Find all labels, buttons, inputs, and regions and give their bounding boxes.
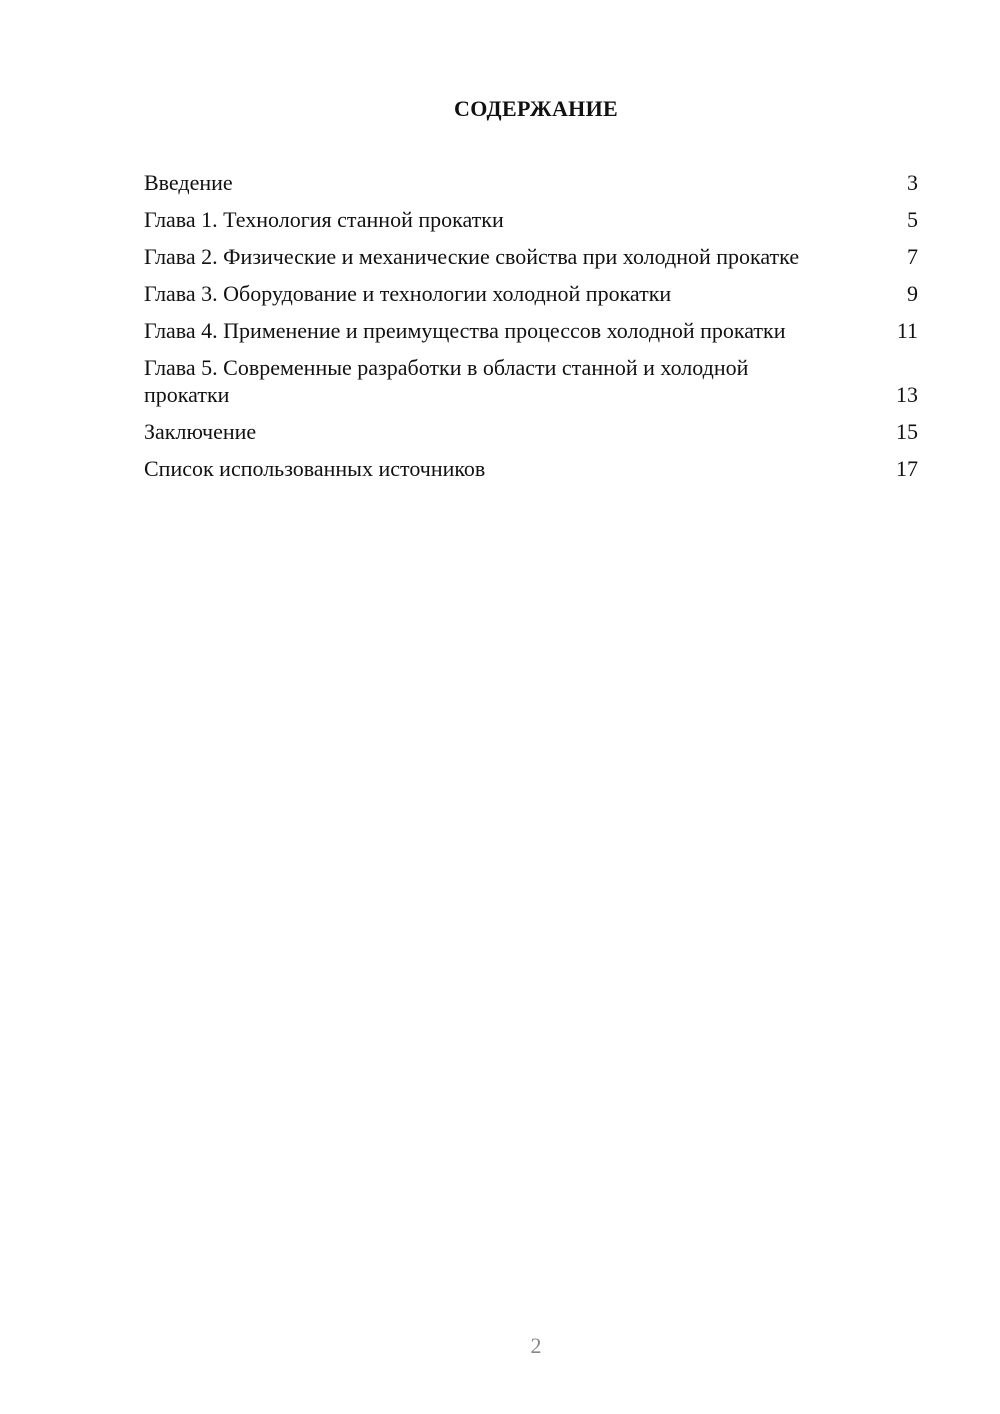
toc-entry-page: 15 xyxy=(896,419,918,444)
toc-entry-conclusion xyxy=(144,418,918,445)
toc-entry-chapter-1 xyxy=(144,206,918,233)
toc-entry-label: Введение xyxy=(144,170,233,195)
toc-entry-chapter-3 xyxy=(144,280,918,307)
toc-entry-page: 9 xyxy=(907,281,918,306)
toc-entry-page: 7 xyxy=(907,244,918,269)
toc-entry-label: Глава 1. Технология станной прокатки xyxy=(144,207,504,232)
toc-entry-label: Глава 5. Современные разработки в области станной и холодной прокатки xyxy=(144,355,749,407)
toc-entry-page: 3 xyxy=(907,170,918,195)
page-title: СОДЕРЖАНИЕ xyxy=(454,96,618,121)
toc-entry-introduction xyxy=(144,169,918,196)
toc-entry-label: Глава 3. Оборудование и технологии холодной прокатки xyxy=(144,281,672,306)
table-of-contents xyxy=(144,169,918,492)
toc-entry-label: Глава 4. Применение и преимущества процессов холодной прокатки xyxy=(144,318,786,343)
page-number: 2 xyxy=(530,1333,542,1358)
toc-entry-label: Заключение xyxy=(144,419,257,444)
toc-entry-label: Список использованных источников xyxy=(144,456,486,481)
toc-entry-page: 17 xyxy=(896,456,918,481)
toc-entry-label: Глава 2. Физические и механические свойства при холодной прокатке xyxy=(144,244,800,269)
toc-entry-references xyxy=(144,455,918,482)
toc-entry-page: 5 xyxy=(907,207,918,232)
toc-entry-page: 13 xyxy=(896,382,918,407)
toc-entry-page: 11 xyxy=(896,318,918,343)
toc-entry-chapter-4 xyxy=(144,317,918,344)
toc-entry-chapter-5 xyxy=(144,354,918,408)
toc-entry-chapter-2 xyxy=(144,243,918,270)
